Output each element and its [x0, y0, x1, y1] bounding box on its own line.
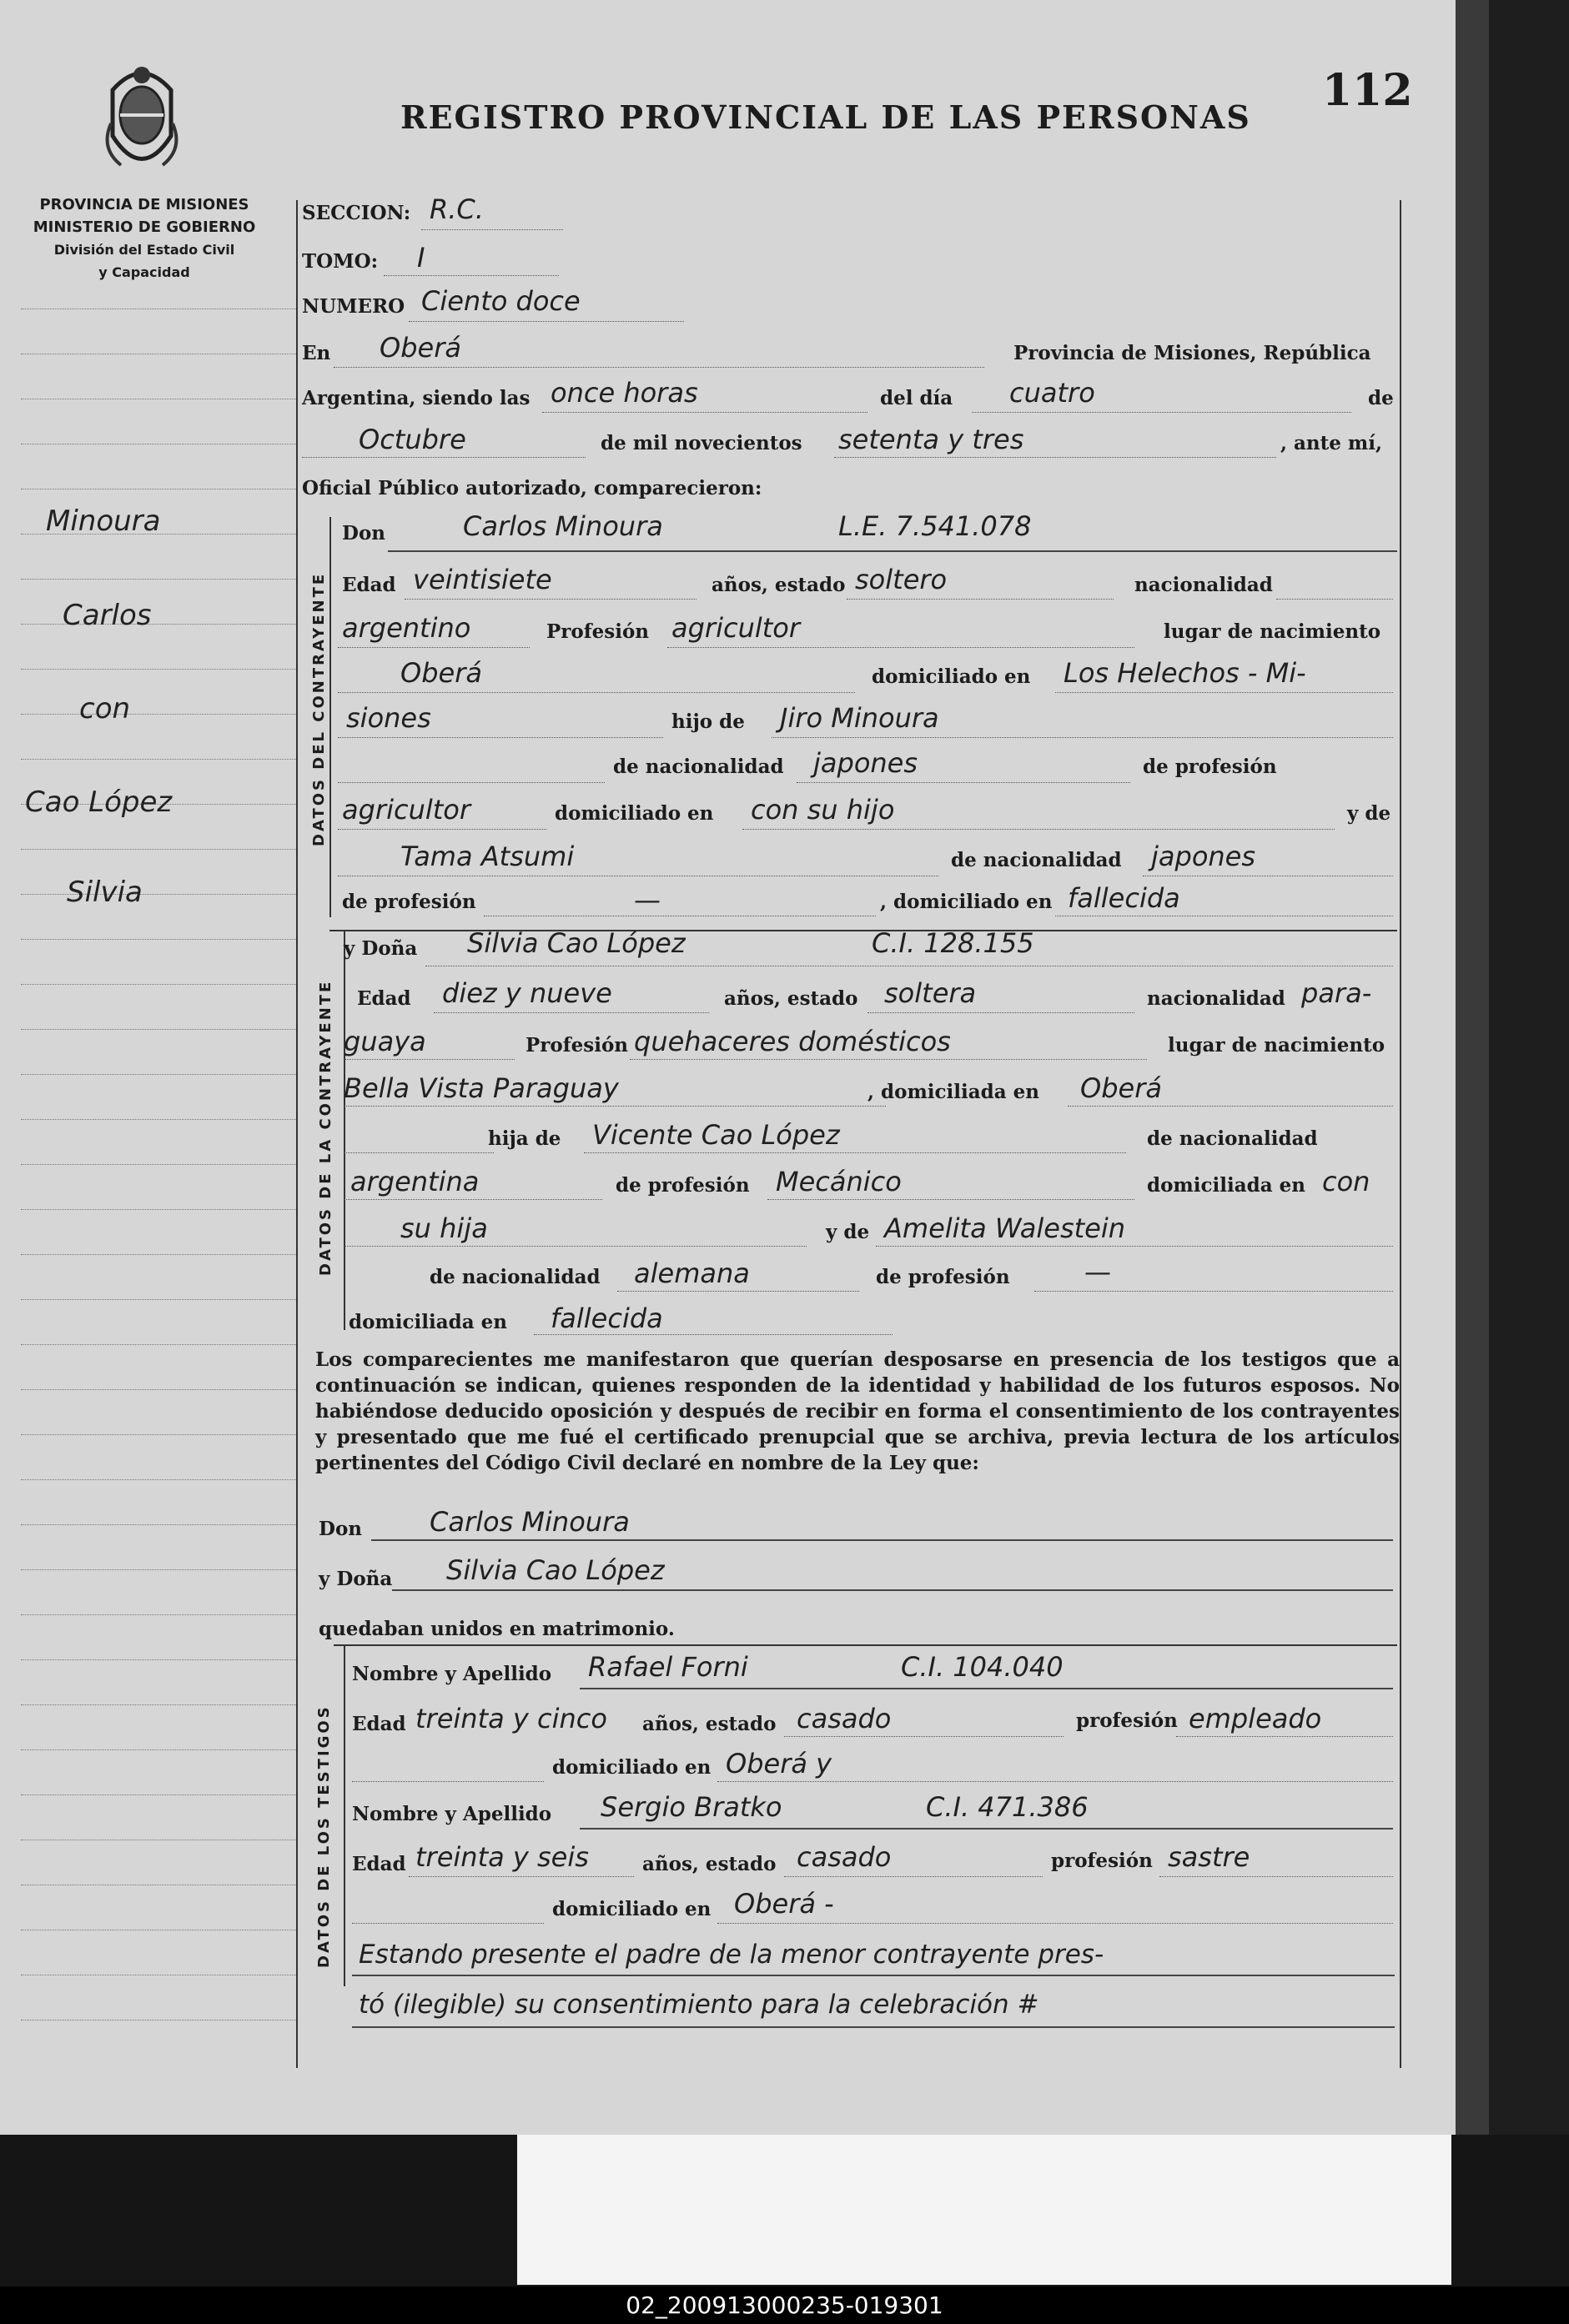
- field-line: [352, 1781, 544, 1782]
- don-label: Don: [342, 522, 386, 545]
- ante-mi: , ante mí,: [1280, 432, 1382, 454]
- edad-value: diez y nueve: [442, 977, 612, 1009]
- field-line: [847, 599, 1114, 600]
- domiciliado-label: domiciliado en: [552, 1756, 712, 1779]
- field-line: [630, 1059, 1147, 1060]
- domiciliado-label: , domiciliado en: [880, 891, 1053, 913]
- field-line: [344, 1246, 807, 1247]
- field-line: [338, 782, 605, 783]
- field-line: [338, 647, 530, 648]
- padre-nacionalidad: argentina: [350, 1166, 480, 1197]
- domiciliado-label: domiciliado en: [555, 802, 714, 825]
- nacionalidad-value: para-: [1301, 977, 1372, 1009]
- margin-note: con: [79, 692, 131, 725]
- provincia-text: Provincia de Misiones, República: [1013, 342, 1371, 364]
- de-profesion-label: de profesión: [1143, 755, 1277, 778]
- section-label-testigos: DATOS DE LOS TESTIGOS: [315, 1704, 333, 1968]
- image-caption: 02_200913000235-019301: [626, 2291, 943, 2319]
- field-line: [784, 1736, 1064, 1737]
- domiciliada-label: domiciliada en: [1147, 1174, 1305, 1197]
- oficial-text: Oficial Público autorizado, comparecieron:: [302, 477, 762, 499]
- de-profesion-label: de profesión: [342, 891, 476, 913]
- margin-rule-line: [21, 1254, 296, 1255]
- padre-domicilio: con: [1322, 1166, 1370, 1197]
- handwritten-note-line: Estando presente el padre de la menor contrayente pres-: [359, 1940, 1104, 1970]
- anios-estado-label: años, estado: [642, 1713, 777, 1735]
- field-line: [580, 1688, 1393, 1689]
- field-line: [344, 1059, 515, 1060]
- field-line: [371, 1539, 1393, 1541]
- coat-of-arms-icon: [96, 57, 188, 182]
- madre-name: Amelita Walestein: [884, 1212, 1126, 1244]
- field-line: [392, 1589, 1393, 1591]
- field-line: [1034, 1291, 1393, 1292]
- background-paper: [517, 2135, 1451, 2285]
- field-line: [338, 692, 855, 693]
- madre-nacionalidad: alemana: [634, 1257, 750, 1289]
- section-border: [344, 930, 345, 1330]
- domicilio-value-cont: siones: [346, 702, 431, 734]
- en-label: En: [302, 342, 331, 364]
- profesion-value: agricultor: [671, 612, 801, 644]
- section-border: [329, 517, 331, 917]
- witness-edad: treinta y seis: [415, 1841, 589, 1873]
- field-line: [409, 1876, 634, 1877]
- issuer-line: y Capacidad: [98, 264, 190, 280]
- hora-value: once horas: [551, 377, 698, 409]
- contrayente-name: Carlos Minoura: [463, 510, 663, 542]
- margin-rule-line: [21, 1434, 296, 1435]
- field-line: [797, 782, 1130, 783]
- field-line: [409, 321, 684, 322]
- field-line: [338, 829, 546, 830]
- field-line: [580, 1828, 1393, 1830]
- margin-rule-line: [21, 1344, 296, 1345]
- nacionalidad-label: nacionalidad: [1147, 987, 1285, 1010]
- margin-rule-line: [21, 1164, 296, 1165]
- anio-label: de mil novecientos: [601, 432, 802, 454]
- margin-rule-line: [21, 759, 296, 760]
- witness-domicilio: Oberá -: [734, 1888, 834, 1920]
- lugar-nacimiento-label: lugar de nacimiento: [1164, 620, 1381, 643]
- profesion-label: Profesión: [546, 620, 650, 643]
- seccion-label: SECCION:: [302, 202, 411, 224]
- de-nacionalidad-label: de nacionalidad: [430, 1266, 601, 1288]
- de-nacionalidad-label: de nacionalidad: [951, 849, 1122, 871]
- field-line: [534, 1334, 893, 1335]
- de-label: de: [1368, 387, 1394, 409]
- margin-rule-line: [21, 984, 296, 985]
- field-line: [972, 412, 1351, 413]
- margin-rule-line: [21, 894, 296, 895]
- issuer-block: [15, 193, 274, 284]
- nombre-apellido-label: Nombre y Apellido: [352, 1803, 552, 1825]
- margin-rule-line: [21, 1299, 296, 1300]
- field-line: [772, 737, 1393, 738]
- contrayente-name: Silvia Cao López: [467, 927, 686, 959]
- margin-rule-line: [21, 1119, 296, 1120]
- hija-de-label: hija de: [488, 1127, 561, 1150]
- margin-rule-line: [21, 579, 296, 580]
- hijo-de-label: hijo de: [671, 710, 745, 733]
- field-line: [542, 412, 867, 413]
- field-line: [784, 1876, 1043, 1877]
- lugar-nacimiento-label: lugar de nacimiento: [1168, 1034, 1385, 1057]
- witness-name: Sergio Bratko: [601, 1791, 782, 1823]
- margin-note: Minoura: [46, 504, 161, 538]
- contrayente-document: C.I. 128.155: [872, 927, 1034, 959]
- margin-rule-line: [21, 1479, 296, 1480]
- field-line: [1068, 1106, 1393, 1107]
- book-edge: [1456, 0, 1489, 2135]
- field-line: [384, 275, 559, 276]
- field-line: [1276, 599, 1393, 600]
- field-line: [867, 1012, 1134, 1013]
- field-line: [717, 1781, 1393, 1782]
- madre-profesion: —: [634, 884, 661, 916]
- field-line: [405, 599, 696, 600]
- margin-rule-line: [21, 849, 296, 850]
- padre-name: Jiro Minoura: [780, 702, 939, 734]
- domiciliada-label: , domiciliada en: [867, 1081, 1039, 1103]
- margin-rule-line: [21, 1389, 296, 1390]
- en-value: Oberá: [380, 332, 461, 364]
- issuer-line: División del Estado Civil: [53, 242, 235, 258]
- tomo-label: TOMO:: [302, 250, 379, 273]
- witness-document: C.I. 471.386: [926, 1791, 1089, 1823]
- section-divider: [334, 1644, 1397, 1646]
- section-border: [344, 1644, 345, 1986]
- nacionalidad-value-cont: guaya: [344, 1026, 426, 1057]
- field-line: [344, 1106, 886, 1107]
- domiciliado-label: domiciliado en: [872, 665, 1031, 688]
- anio-value: setenta y tres: [838, 424, 1024, 455]
- y-de-label: y de: [1347, 802, 1391, 825]
- margin-rule-line: [21, 1614, 296, 1615]
- field-line: [338, 737, 663, 738]
- form-left-border: [296, 200, 298, 2068]
- margin-rule-line: [21, 1029, 296, 1030]
- field-line: [352, 2026, 1395, 2028]
- del-dia-label: del día: [880, 387, 953, 409]
- page-number: 112: [1322, 65, 1413, 116]
- page-title: REGISTRO PROVINCIAL DE LAS PERSONAS: [400, 98, 1251, 136]
- issuer-line: MINISTERIO DE GOBIERNO: [33, 218, 256, 236]
- madre-name: Tama Atsumi: [400, 841, 575, 872]
- mes-value: Octubre: [359, 424, 466, 455]
- seccion-value: R.C.: [430, 193, 484, 225]
- field-line: [584, 1152, 1126, 1153]
- field-line: [876, 1246, 1393, 1247]
- handwritten-note-line: tó (ilegible) su consentimiento para la celebración #: [359, 1990, 1039, 2020]
- argentina-text: Argentina, siendo las: [302, 387, 531, 409]
- dona-label: y Doña: [344, 937, 418, 960]
- edad-label: Edad: [357, 987, 411, 1010]
- field-line: [717, 1923, 1393, 1924]
- tomo-value: I: [417, 242, 425, 274]
- edad-label: Edad: [352, 1853, 406, 1875]
- witness-edad: treinta y cinco: [415, 1703, 607, 1734]
- field-line: [767, 1199, 1134, 1200]
- field-line: [1159, 1876, 1393, 1877]
- edad-label: Edad: [342, 574, 396, 596]
- contrayente-document: L.E. 7.541.078: [838, 510, 1032, 542]
- field-line: [617, 1291, 859, 1292]
- margin-rule-line: [21, 1524, 296, 1525]
- padre-name: Vicente Cao López: [592, 1119, 840, 1151]
- padre-profesion: Mecánico: [776, 1166, 902, 1197]
- margin-rule-line: [21, 1794, 296, 1795]
- section-label-contrayente: DATOS DE LA CONTRAYENTE: [317, 979, 334, 1276]
- dona-label: y Doña: [319, 1568, 393, 1590]
- margin-rule-line: [21, 669, 296, 670]
- domicilio-value: Los Helechos - Mi-: [1064, 657, 1306, 689]
- margin-rule-line: [21, 1074, 296, 1075]
- don-label: Don: [319, 1518, 363, 1540]
- lugar-nacimiento-value: Oberá: [400, 657, 482, 689]
- padre-domicilio: con su hijo: [751, 794, 895, 826]
- dia-value: cuatro: [1009, 377, 1095, 409]
- profesion-label: profesión: [1051, 1850, 1153, 1872]
- domiciliada-label: domiciliada en: [349, 1311, 507, 1333]
- margin-rule-line: [21, 1704, 296, 1705]
- de-nacionalidad-label: de nacionalidad: [1147, 1127, 1318, 1150]
- anios-estado-label: años, estado: [642, 1853, 777, 1875]
- de-nacionalidad-label: de nacionalidad: [613, 755, 784, 778]
- padre-domicilio-cont: su hija: [400, 1212, 488, 1244]
- edad-label: Edad: [352, 1713, 406, 1735]
- field-line: [388, 550, 1397, 552]
- field-line: [344, 1199, 602, 1200]
- madre-domicilio: fallecida: [551, 1303, 663, 1334]
- field-line: [302, 457, 586, 458]
- issuer-line: PROVINCIA DE MISIONES: [39, 196, 249, 213]
- anios-estado-label: años, estado: [712, 574, 846, 596]
- madre-domicilio: fallecida: [1068, 882, 1180, 914]
- field-line: [1055, 692, 1393, 693]
- witness-estado: casado: [797, 1841, 892, 1873]
- witness-estado: casado: [797, 1703, 892, 1734]
- nombre-apellido-label: Nombre y Apellido: [352, 1663, 552, 1685]
- lugar-nacimiento-value: Bella Vista Paraguay: [344, 1072, 619, 1104]
- y-de-label: y de: [826, 1221, 870, 1243]
- form-right-border: [1400, 200, 1401, 2068]
- section-label-contrayente: DATOS DEL CONTRAYENTE: [310, 571, 328, 846]
- field-line: [742, 829, 1335, 830]
- field-line: [344, 1152, 494, 1153]
- domicilio-value: Oberá: [1080, 1072, 1162, 1104]
- margin-rule-line: [21, 714, 296, 715]
- margin-note: Silvia: [67, 876, 143, 909]
- numero-label: NUMERO: [302, 295, 405, 318]
- nacionalidad-label: nacionalidad: [1134, 574, 1273, 596]
- witness-document: C.I. 104.040: [901, 1651, 1064, 1683]
- madre-profesion: —: [1084, 1256, 1111, 1287]
- numero-value: Ciento doce: [421, 285, 581, 317]
- estado-value: soltera: [884, 977, 977, 1009]
- field-line: [834, 457, 1276, 458]
- margin-note: Cao López: [25, 786, 173, 819]
- witness-profesion: sastre: [1168, 1841, 1250, 1873]
- margin-rule-line: [21, 1569, 296, 1570]
- de-profesion-label: de profesión: [616, 1174, 750, 1197]
- field-line: [352, 1975, 1395, 1976]
- profesion-label: Profesión: [526, 1034, 629, 1057]
- declaration-paragraph: Los comparecientes me manifestaron que querían desposarse en presencia de los testigos que a continuación se indican, quienes responden de la identidad y habilidad de los futuros esposos. No habiéndose deducido oposición y después de recibir en forma el consentimiento de los contrayentes y presentado que me fué el certificado prenupcial que se archiva, previa lectura de los artículos pertinentes del Código Civil declaré en nombre de la Ley que:: [315, 1348, 1400, 1474]
- edad-value: veintisiete: [413, 564, 552, 595]
- anios-estado-label: años, estado: [724, 987, 858, 1010]
- de-profesion-label: de profesión: [876, 1266, 1010, 1288]
- nacionalidad-value: argentino: [342, 612, 471, 644]
- field-line: [1176, 1736, 1393, 1737]
- groom-name: Carlos Minoura: [430, 1506, 630, 1538]
- margin-rule-line: [21, 939, 296, 940]
- profesion-value: quehaceres domésticos: [634, 1026, 951, 1057]
- witness-domicilio: Oberá y: [726, 1748, 832, 1779]
- estado-value: soltero: [855, 564, 948, 595]
- margin-rule-line: [21, 1209, 296, 1210]
- margin-rule-line: [21, 1659, 296, 1660]
- field-line: [421, 229, 563, 230]
- margin-rule-line: [21, 1749, 296, 1750]
- field-line: [434, 1012, 709, 1013]
- domiciliado-label: domiciliado en: [552, 1898, 712, 1920]
- closing-text: quedaban unidos en matrimonio.: [319, 1618, 675, 1640]
- bride-name: Silvia Cao López: [446, 1554, 665, 1586]
- margin-note: Carlos: [63, 599, 152, 632]
- witness-profesion: empleado: [1189, 1703, 1322, 1734]
- madre-nacionalidad: japones: [1151, 841, 1256, 872]
- profesion-label: profesión: [1076, 1709, 1178, 1732]
- field-line: [334, 367, 984, 368]
- padre-nacionalidad: japones: [813, 747, 918, 779]
- background-strip: [1489, 0, 1569, 2135]
- padre-profesion: agricultor: [342, 794, 471, 826]
- field-line: [352, 1923, 544, 1924]
- witness-name: Rafael Forni: [588, 1651, 748, 1683]
- field-line: [667, 647, 1134, 648]
